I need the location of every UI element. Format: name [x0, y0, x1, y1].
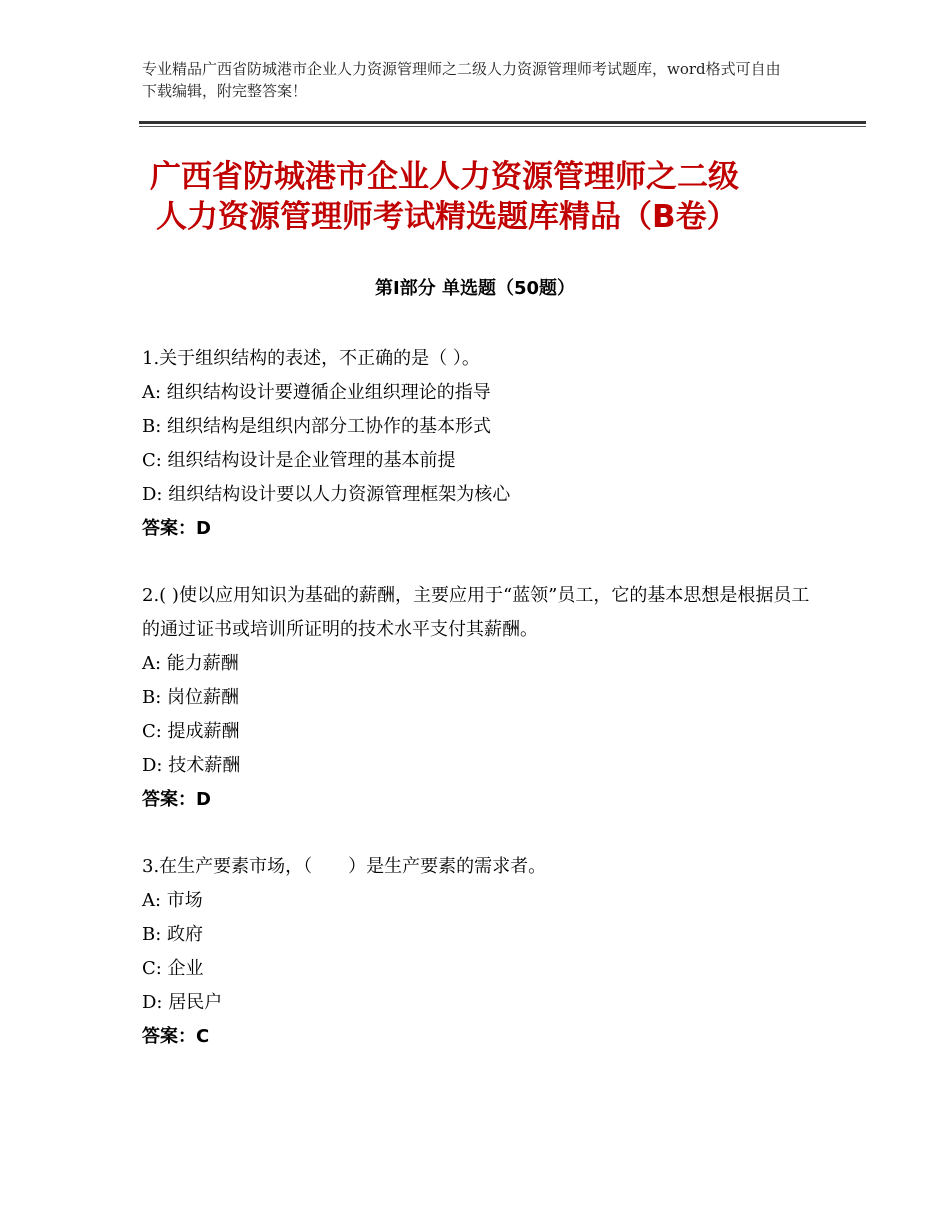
option-c: C: 组织结构设计是企业管理的基本前提: [142, 450, 456, 471]
question-3: [142, 850, 812, 1054]
question-2: [142, 579, 812, 817]
option-a: A: 能力薪酬: [142, 653, 239, 674]
question-1: [142, 342, 812, 546]
option-d: D: 居民户: [142, 992, 223, 1013]
question-list: [142, 342, 812, 1087]
option-b: B: 岗位薪酬: [142, 687, 240, 708]
section-heading: 第Ⅰ部分 单选题（50题）: [374, 278, 575, 299]
answer: 答案：C: [142, 1026, 210, 1047]
option-d: D: 技术薪酬: [142, 755, 241, 776]
question-stem: 3.在生产要素市场，（ ）是生产要素的需求者。: [142, 856, 547, 877]
question-stem: 2.( )使以应用知识为基础的薪酬，主要应用于“蓝领”员工，它的基本思想是根据员工的通过证书或培训所证明的技术水平支付其薪酬。: [142, 585, 810, 640]
title-line-1: 广西省防城港市企业人力资源管理师之二级: [150, 159, 739, 195]
option-d: D: 组织结构设计要以人力资源管理框架为核心: [142, 484, 511, 505]
option-b: B: 组织结构是组织内部分工协作的基本形式: [142, 416, 492, 437]
header-divider-thin: [139, 126, 866, 127]
option-a: A: 市场: [142, 890, 203, 911]
option-c: C: 提成薪酬: [142, 721, 240, 742]
header-text: 专业精品广西省防城港市企业人力资源管理师之二级人力资源管理师考试题库，word格式可自由下载编辑，附完整答案！: [142, 60, 781, 100]
option-c: C: 企业: [142, 958, 204, 979]
header-divider-thick: [139, 121, 866, 124]
answer: 答案：D: [142, 789, 211, 810]
document-header: [142, 58, 782, 102]
option-b: B: 政府: [142, 924, 204, 945]
document-title: [150, 157, 850, 237]
answer: 答案：D: [142, 518, 211, 539]
question-stem: 1.关于组织结构的表述，不正确的是（ ）。: [142, 348, 480, 369]
title-line-2: 人力资源管理师考试精选题库精品（B卷）: [156, 199, 738, 235]
option-a: A: 组织结构设计要遵循企业组织理论的指导: [142, 382, 491, 403]
